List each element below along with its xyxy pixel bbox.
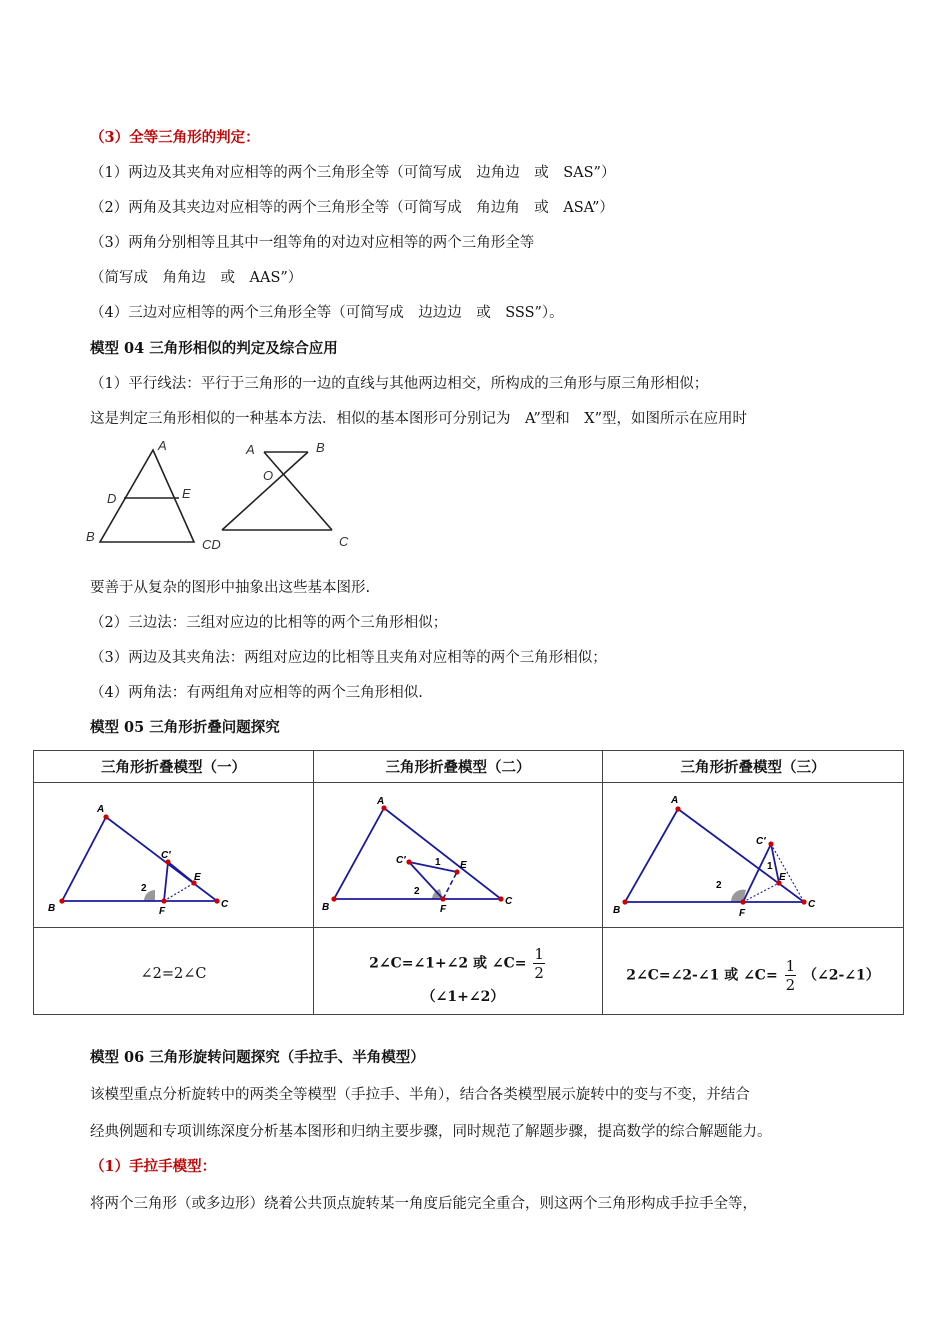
fraction-numerator: 1 [785,956,796,975]
f2-label-b: B [322,902,330,913]
model04-parallel-method: （1）平行线法：平行于三角形的一边的直线与其他两边相交，所构成的三角形与原三角形相似； [90,376,709,392]
header-model-3: 三角形折叠模型（三） [603,751,904,783]
f1-label-c: C [221,899,229,910]
criterion-sas: （1）两边及其夹角对应相等的两个三角形全等（可简写成 边角边 或 SAS”） [90,165,616,181]
figure-cell-1 [34,783,314,928]
formula-3-tail: （∠2-∠1） [802,967,880,983]
f2-label-a: A [377,796,385,807]
model06-subheading: （1）手拉手模型： [90,1158,217,1175]
f3-label-angle1: 1 [767,861,773,872]
f3-label-f: F [739,908,746,919]
folding-models-table [33,750,904,1015]
formula-cell-2 [314,928,603,1015]
criterion-sss: （4）三边对应相等的两个三角形全等（可简写成 边边边 或 SSS”）。 [90,305,564,321]
folding-figure-1 [34,783,313,923]
model04-basic-figures: 这是判定三角形相似的一种基本方法．相似的基本图形可分别记为 A”型和 X”型，如图所示在应用时 [90,411,747,427]
criterion-asa: （2）两角及其夹边对应相等的两个三角形全等（可简写成 角边角 或 ASA”） [90,200,614,216]
f2-label-c: C [505,896,513,907]
label-a: A [158,438,167,453]
formula-2-line1 [314,937,602,982]
formula-3-line [603,949,903,994]
f2-label-angle2: 2 [414,886,420,897]
formula-2-text: 2∠C=∠1+∠2 或 ∠C= [369,955,527,971]
f2-label-e: E [460,860,467,871]
f1-label-cprime: C′ [161,850,171,861]
label-b: B [86,529,95,544]
f1-label-b: B [48,903,56,914]
f3-label-c: C [808,899,816,910]
f1-label-e: E [194,872,201,883]
f1-label-f: F [159,906,166,917]
f3-label-a: A [671,795,679,806]
header-model-1: 三角形折叠模型（一） [34,751,314,783]
formula-cell-1 [34,928,314,1015]
folding-figure-3 [603,783,903,923]
figure-cell-2 [314,783,603,928]
model06-intro-1: 该模型重点分析旋转中的两类全等模型（手拉手、半角），结合各类模型展示旋转中的变与不变，并结合 [90,1087,750,1103]
f3-label-b: B [613,905,621,916]
label-x-b: B [316,440,325,455]
model04-abstract-note: 要善于从复杂的图形中抽象出这些基本图形. [90,580,371,596]
model06-intro-2: 经典例题和专项训练深度分析基本图形和归纳主要步骤，同时规范了解题步骤，提高数学的综合解题能力。 [90,1124,772,1140]
fraction-one-half [785,957,797,994]
model04-sas-similar: （3）两边及其夹角法：两组对应边的比相等且夹角对应相等的两个三角形相似； [90,650,607,666]
header-model-2: 三角形折叠模型（二） [314,751,603,783]
model04-aa-similar: （4）两角法：有两组角对应相等的两个三角形相似. [90,685,423,701]
f1-label-angle2: 2 [141,883,147,894]
label-cd: CD [202,537,221,552]
f3-label-angle2: 2 [716,880,722,891]
model04-title: 模型 04 三角形相似的判定及综合应用 [90,340,338,357]
label-x-a: A [246,442,255,457]
formula-cell-3 [603,928,904,1015]
model06-hand-in-hand-desc: 将两个三角形（或多边形）绕着公共顶点旋转某一角度后能完全重合，则这两个三角形构成手拉手全等， [90,1196,757,1212]
fraction-numerator: 1 [534,944,544,963]
label-x-o: O [263,468,274,483]
x-type-figure [222,452,332,530]
similar-triangle-figures [80,436,370,556]
criterion-aas: （3）两角分别相等且其中一组等角的对边对应相等的两个三角形全等 [90,235,535,251]
f1-label-a: A [97,804,105,815]
formula-1: ∠2=2∠C [140,966,207,982]
label-d: D [107,491,117,506]
figure-cell-3 [603,783,904,928]
label-x-c: C [339,534,349,549]
fraction-denominator: 2 [785,975,796,994]
f3-label-e: E [779,872,786,883]
model05-title: 模型 05 三角形折叠问题探究 [90,719,280,736]
f2-label-f: F [440,904,447,915]
f3-label-cprime: C′ [756,836,766,847]
section-heading: （3）全等三角形的判定： [90,129,260,146]
fraction-one-half [533,945,545,982]
model04-three-sides: （2）三边法：三组对应边的比相等的两个三角形相似； [90,615,448,631]
folding-figure-2 [314,783,602,923]
fraction-denominator: 2 [534,963,544,982]
formula-3-text: 2∠C=∠2-∠1 或 ∠C= [626,967,778,983]
model06-title: 模型 06 三角形旋转问题探究（手拉手、半角模型） [90,1049,425,1066]
f2-label-cprime: C′ [396,855,406,866]
label-e: E [182,486,191,501]
f2-label-angle1: 1 [435,857,441,868]
criterion-aas-abbr: （简写成 角角边 或 AAS”） [90,270,303,286]
formula-2-line2: （∠1+∠2） [421,988,505,1005]
